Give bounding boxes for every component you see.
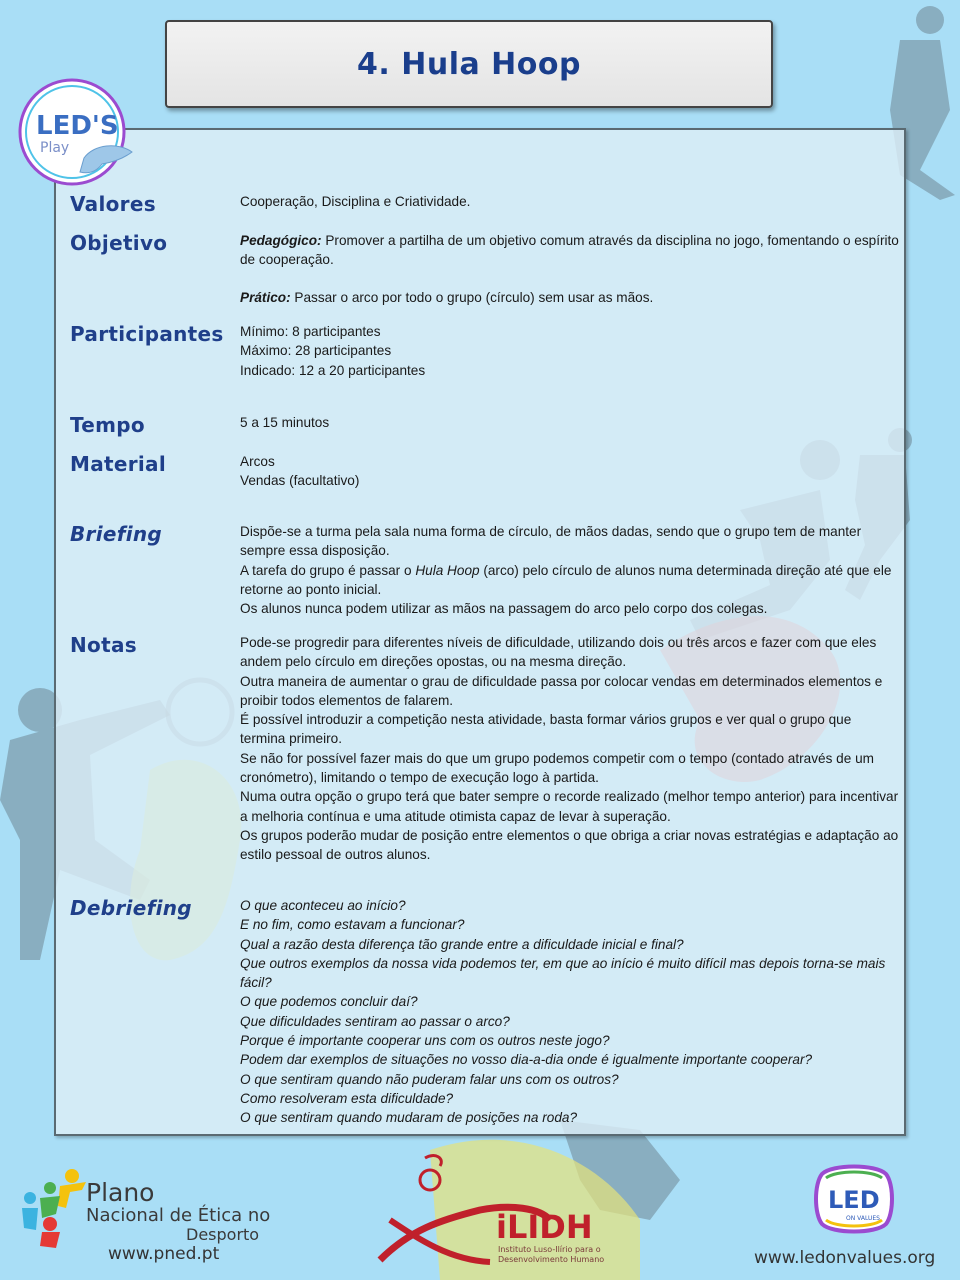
label-participantes: Participantes (70, 322, 224, 346)
label-valores: Valores (70, 192, 156, 216)
page-title: 4. Hula Hoop (357, 46, 581, 82)
label-tempo: Tempo (70, 413, 145, 437)
pned-line2: Nacional de Ética no (86, 1205, 271, 1226)
ilidh-logo (370, 1150, 620, 1268)
briefing-line: Dispõe-se a turma pela sala numa forma de círculo, de mãos dadas, sendo que o grupo tem de manter sempre essa disposição. (240, 524, 862, 559)
debriefing-question: Que outros exemplos da nossa vida podemos ter, em que ao início é muito difícil mas depois torna-se mais fácil? (240, 955, 886, 991)
briefing-line2-b: (arco) pelo círculo de alunos numa determinada direção até que ele retorne ao ponto inicial. (240, 562, 892, 597)
led-logo-sub: ON VALUES (846, 1215, 880, 1222)
tempo-text: 5 a 15 minutos (240, 415, 330, 430)
label-notas: Notas (70, 633, 137, 657)
objetivo-pratico (240, 288, 900, 307)
pedagogico-text: Promover a partilha de um objetivo comum através da disciplina no jogo, fomentando o espírito de cooperação. (240, 233, 899, 268)
content-objetivo (240, 231, 900, 307)
led-logo-text: LED (828, 1186, 880, 1214)
participantes-line: Indicado: 12 a 20 participantes (240, 362, 426, 378)
footer (0, 1140, 960, 1280)
debriefing-question: Porque é importante cooperar uns com os outros neste jogo? (240, 1033, 610, 1049)
debriefing-question: Podem dar exemplos de situações no vosso dia-a-dia onde é igualmente importante cooperar? (240, 1052, 813, 1068)
debriefing-question: Como resolveram esta dificuldade? (240, 1090, 454, 1106)
ilidh-sub1: Instituto Luso-Ilírio para o (498, 1245, 601, 1254)
briefing-line2-a: A tarefa do grupo é passar o (240, 562, 416, 578)
debriefing-question: O que podemos concluir daí? (240, 994, 418, 1010)
participantes-line: Máximo: 28 participantes (240, 343, 392, 359)
notas-line: Pode-se progredir para diferentes níveis de dificuldade, utilizando dois ou três arcos e fazer com que eles andem pelo círculo em direções opostas, ou na mesma direção. (240, 635, 877, 670)
debriefing-question: Que dificuldades sentiram ao passar o arco? (240, 1013, 510, 1029)
pned-url[interactable]: www.pned.pt (108, 1244, 220, 1264)
briefing-line (240, 561, 900, 600)
ilidh-sub2: Desenvolvimento Humano (498, 1255, 605, 1264)
objetivo-pedagogico (240, 231, 900, 270)
briefing-hula-hoop: Hula Hoop (415, 562, 480, 578)
material-line: Arcos (240, 454, 275, 469)
content-notas (240, 633, 900, 865)
leds-logo-sub: Play (40, 140, 70, 156)
content-debriefing (240, 896, 900, 1128)
content-valores (240, 192, 900, 211)
leds-play-logo (14, 76, 138, 188)
label-objetivo: Objetivo (70, 231, 168, 255)
pned-figures-icon (20, 1168, 88, 1248)
content-briefing (240, 522, 900, 618)
pned-line3: Desporto (186, 1225, 260, 1244)
valores-text: Cooperação, Disciplina e Criatividade. (240, 194, 471, 209)
debriefing-question: Qual a razão desta diferença tão grande entre a dificuldade inicial e final? (240, 936, 684, 952)
content-participantes (240, 322, 900, 380)
ilidh-name: iLIDH (496, 1208, 593, 1246)
led-url[interactable]: www.ledonvalues.org (754, 1248, 936, 1268)
pedagogico-label: Pedagógico: (240, 233, 322, 248)
pratico-text: Passar o arco por todo o grupo (círculo) sem usar as mãos. (290, 289, 654, 305)
title-box (165, 20, 773, 108)
pned-line1: Plano (86, 1178, 155, 1207)
debriefing-question: O que sentiram quando mudaram de posições na roda? (240, 1110, 578, 1126)
notas-line: Outra maneira de aumentar o grau de dificuldade passa por colocar vendas em determinados elementos e proibir todos elementos de falarem. (240, 673, 883, 708)
led-on-values-logo (812, 1160, 896, 1238)
notas-line: Se não for possível fazer mais do que um grupo podemos competir com o tempo (contado através de um cronómetro), limitando o tempo de execução logo à partida. (240, 750, 874, 786)
pratico-label: Prático: (240, 289, 291, 305)
pned-text (86, 1180, 270, 1243)
label-debriefing: Debriefing (70, 896, 192, 920)
notas-line: É possível introduzir a competição nesta atividade, basta formar vários grupos e ver qual o grupo que termina primeiro. (240, 712, 852, 747)
participantes-line: Mínimo: 8 participantes (240, 324, 381, 339)
notas-line: Numa outra opção o grupo terá que bater sempre o recorde realizado (melhor tempo anterior) para incentivar a melhoria contínua e uma atitude otimista capaz de levar à superação. (240, 789, 899, 824)
label-briefing: Briefing (70, 522, 163, 546)
label-material: Material (70, 452, 166, 476)
content-material (240, 452, 900, 491)
debriefing-question: E no fim, como estavam a funcionar? (240, 917, 465, 933)
notas-line: Os grupos poderão mudar de posição entre elementos o que obriga a criar novas estratégias e adaptação ao estilo pessoal de outros alunos. (240, 827, 899, 863)
leds-logo-main: LED'S (36, 111, 119, 141)
debriefing-question: O que sentiram quando não puderam falar uns com os outros? (240, 1071, 619, 1087)
debriefing-question: O que aconteceu ao início? (240, 898, 406, 913)
material-line: Vendas (facultativo) (240, 473, 360, 489)
briefing-line: Os alunos nunca podem utilizar as mãos na passagem do arco pelo corpo dos colegas. (240, 601, 768, 617)
content-tempo (240, 413, 900, 432)
